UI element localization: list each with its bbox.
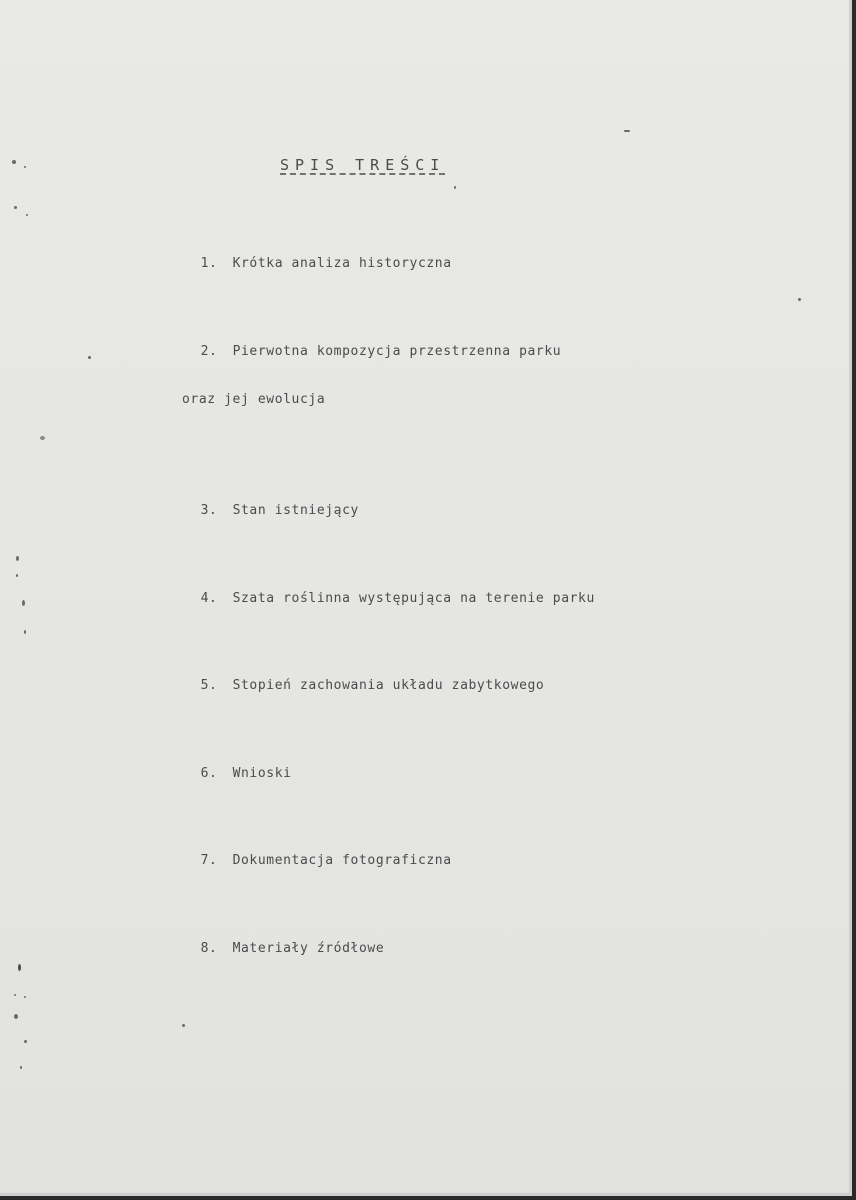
toc-item-4	[150, 563, 595, 635]
toc-item-text: Stan istniejący	[232, 503, 359, 518]
toc-item-number: 5.	[200, 678, 218, 693]
scan-speck	[16, 574, 18, 577]
scan-speck	[798, 298, 801, 301]
toc-item-3	[150, 475, 595, 547]
toc-item-1	[150, 228, 595, 300]
scan-speck	[454, 186, 456, 189]
scan-speck	[14, 1014, 18, 1019]
scan-speck	[14, 206, 17, 209]
page-title: SPIS TREŚCI	[280, 156, 446, 174]
toc-item-text: Dokumentacja fotograficzna	[232, 853, 452, 868]
toc-item-number: 7.	[200, 853, 218, 868]
scan-speck	[624, 130, 630, 132]
toc-item-text: Materiały źródłowe	[232, 940, 385, 956]
scan-speck	[24, 1040, 27, 1043]
toc-item-text: Szata roślinna występująca na terenie parku	[232, 590, 595, 606]
scan-speck	[88, 356, 91, 359]
toc-item-text-continued: oraz jej ewolucja	[182, 391, 326, 407]
scan-speck	[24, 166, 26, 168]
toc-item-7	[150, 825, 595, 897]
toc-item-8	[150, 913, 595, 985]
toc-item-text: Wnioski	[232, 765, 292, 781]
toc-item-2	[150, 316, 595, 460]
table-of-contents	[150, 228, 595, 1000]
scan-speck	[18, 964, 21, 971]
scan-speck	[40, 436, 45, 440]
toc-item-number: 3.	[200, 503, 218, 518]
scan-speck	[14, 994, 16, 996]
toc-item-text: Stopień zachowania układu zabytkowego	[232, 678, 545, 693]
scan-speck	[16, 556, 19, 561]
toc-item-number: 8.	[200, 940, 218, 956]
toc-item-number: 4.	[200, 590, 218, 606]
toc-item-text: Krótka analiza historyczna	[232, 256, 452, 271]
toc-item-number: 6.	[200, 765, 218, 781]
scan-speck	[182, 1024, 185, 1027]
scan-speck	[26, 214, 28, 216]
toc-item-6	[150, 738, 595, 810]
scan-speck	[20, 1066, 22, 1069]
scan-speck	[22, 600, 25, 606]
scan-speck	[24, 630, 26, 634]
toc-item-text: Pierwotna kompozycja przestrzenna parku	[232, 343, 562, 359]
toc-item-number: 1.	[200, 256, 218, 271]
toc-item-5	[150, 650, 595, 722]
toc-item-number: 2.	[200, 343, 218, 359]
scan-speck	[24, 996, 26, 998]
scan-speck	[12, 160, 16, 164]
